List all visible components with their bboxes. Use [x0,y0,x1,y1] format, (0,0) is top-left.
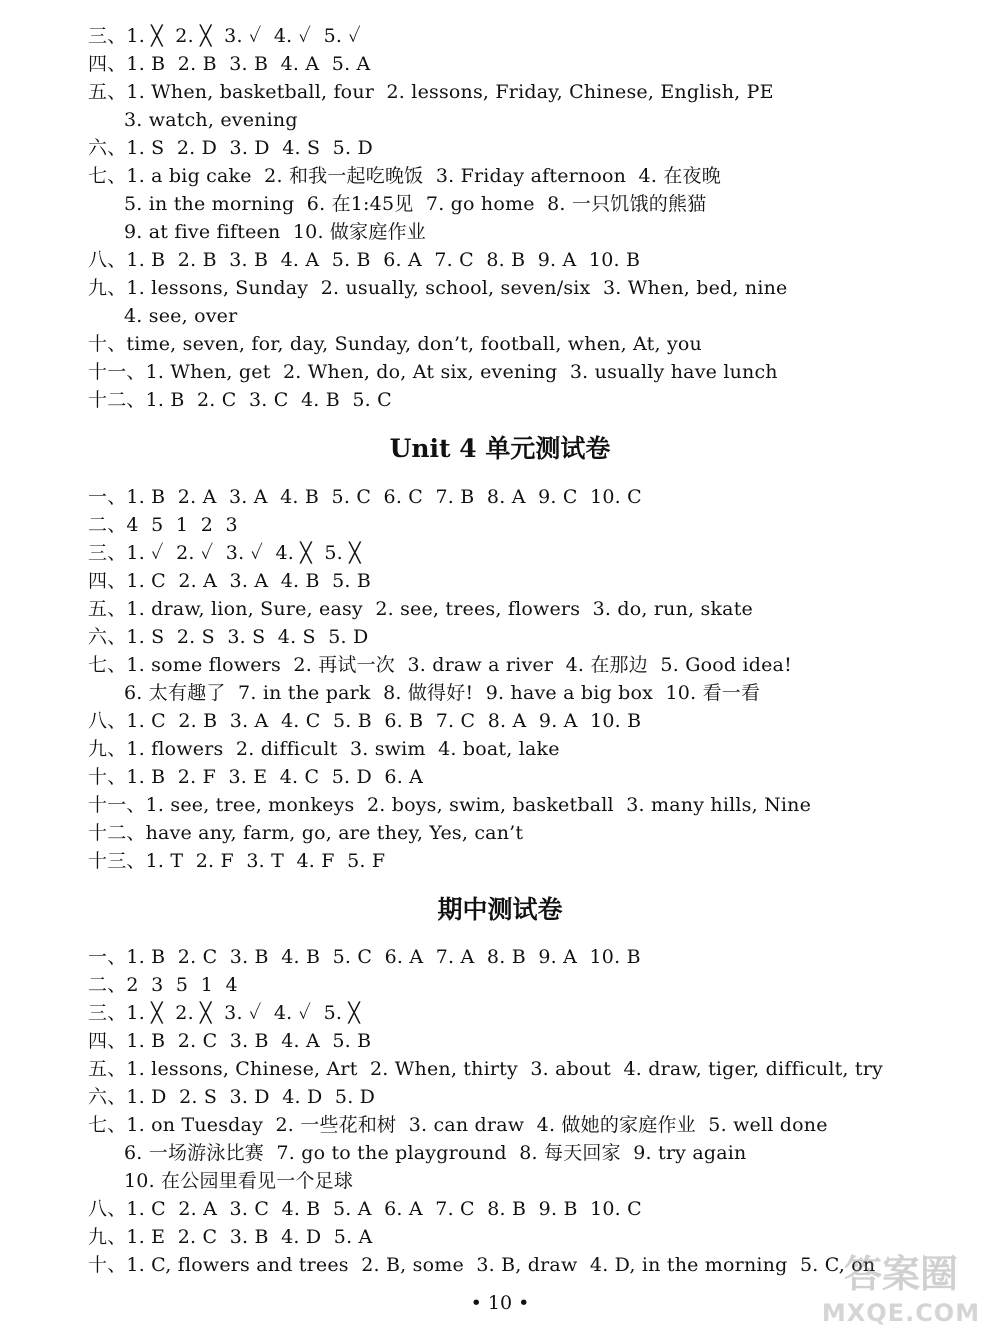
answer-line: 十一、1. see, tree, monkeys 2. boys, swim, basketball 3. many hills, Nine [88,794,812,816]
watermark-logo [816,1247,986,1327]
answer-line: 四、1. C 2. A 3. A 4. B 5. B [88,570,372,592]
answer-line: 十三、1. T 2. F 3. T 4. F 5. F [88,850,386,872]
answer-line: 三、1. ╳ 2. ╳ 3. ✓ 4. ✓ 5. ╳ [88,1002,360,1024]
answer-line: 八、1. C 2. A 3. C 4. B 5. A 6. A 7. C 8. B 9. B 10. C [88,1198,642,1220]
answer-line: 一、1. B 2. A 3. A 4. B 5. C 6. C 7. B 8. A 9. C 10. C [88,486,642,508]
midterm-title: 期中测试卷 [437,895,563,924]
answer-line: 三、1. ✓ 2. ✓ 3. ✓ 4. ╳ 5. ╳ [88,542,361,564]
answer-line: 9. at five fifteen 10. 做家庭作业 [124,221,426,243]
answer-line: 4. see, over [124,305,238,327]
answer-line: 八、1. C 2. B 3. A 4. C 5. B 6. B 7. C 8. A 9. A 10. B [88,710,642,732]
answer-line: 十、time, seven, for, day, Sunday, don’t, football, when, At, you [88,333,702,355]
answer-line: 一、1. B 2. C 3. B 4. B 5. C 6. A 7. A 8. B 9. A 10. B [88,946,641,968]
answer-line: 九、1. E 2. C 3. B 4. D 5. A [88,1226,373,1248]
answer-line: 5. in the morning 6. 在1:45见 7. go home 8. 一只饥饿的熊猫 [124,193,707,215]
unit4-title: Unit 4 单元测试卷 [389,434,611,463]
answer-line: 五、1. lessons, Chinese, Art 2. When, thirty 3. about 4. draw, tiger, difficult, try [88,1058,883,1080]
answer-line: 五、1. When, basketball, four 2. lessons, Friday, Chinese, English, PE [88,81,774,103]
answer-line: 八、1. B 2. B 3. B 4. A 5. B 6. A 7. C 8. B 9. A 10. B [88,249,641,271]
answer-line: 6. 一场游泳比赛 7. go to the playground 8. 每天回家 9. try again [124,1142,747,1164]
answer-line: 3. watch, evening [124,109,298,131]
watermark-url: MXQE.COM [821,1299,981,1327]
answer-line: 6. 太有趣了 7. in the park 8. 做得好! 9. have a big box 10. 看一看 [124,682,761,704]
answer-line: 七、1. some flowers 2. 再试一次 3. draw a river 4. 在那边 5. Good idea! [88,654,792,676]
answer-line: 十二、1. B 2. C 3. C 4. B 5. C [88,389,392,411]
answer-line: 六、1. S 2. S 3. S 4. S 5. D [88,626,369,648]
answer-line: 十、1. B 2. F 3. E 4. C 5. D 6. A [88,766,424,788]
answer-line: 十一、1. When, get 2. When, do, At six, evening 3. usually have lunch [88,361,778,383]
page-number: • 10 • [470,1292,530,1314]
answer-line: 七、1. a big cake 2. 和我一起吃晚饭 3. Friday afternoon 4. 在夜晚 [88,165,721,187]
answer-line: 十二、have any, farm, go, are they, Yes, can’t [88,822,524,844]
answer-line: 九、1. lessons, Sunday 2. usually, school, seven/six 3. When, bed, nine [88,277,788,299]
answer-line: 二、2 3 5 1 4 [88,974,238,996]
answer-line: 七、1. on Tuesday 2. 一些花和树 3. can draw 4. 做她的家庭作业 5. well done [88,1114,828,1136]
answer-line: 六、1. S 2. D 3. D 4. S 5. D [88,137,373,159]
answer-line: 九、1. flowers 2. difficult 3. swim 4. boat, lake [88,738,560,760]
answer-line: 二、4 5 1 2 3 [88,514,238,536]
answer-line: 六、1. D 2. S 3. D 4. D 5. D [88,1086,376,1108]
answer-line: 五、1. draw, lion, Sure, easy 2. see, trees, flowers 3. do, run, skate [88,598,753,620]
answer-line: 三、1. ╳ 2. ╳ 3. ✓ 4. ✓ 5. ✓ [88,25,361,47]
answer-line: 四、1. B 2. C 3. B 4. A 5. B [88,1030,372,1052]
watermark-logo-text: 答案圈 [843,1252,958,1296]
answer-line: 四、1. B 2. B 3. B 4. A 5. A [88,53,371,75]
answer-line: 10. 在公园里看见一个足球 [124,1170,354,1192]
answer-line: 十、1. C, flowers and trees 2. B, some 3. B, draw 4. D, in the morning 5. C, on [88,1254,876,1276]
